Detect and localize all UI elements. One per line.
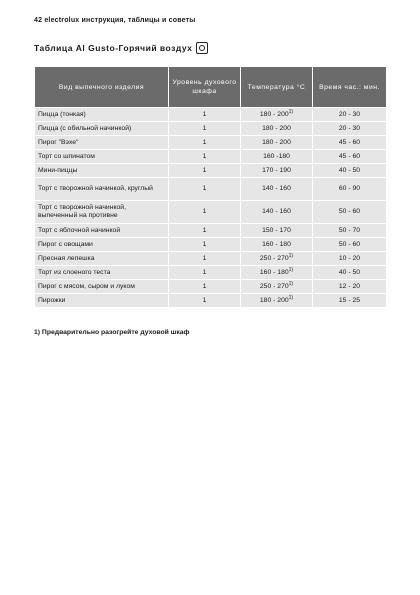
cell-temperature-text: 180 - 200 [262, 138, 291, 146]
cell-level [169, 136, 241, 150]
cell-level [169, 150, 241, 164]
cell-time [313, 252, 387, 266]
cell-product-text: Торт из слоеного теста [38, 268, 111, 276]
cell-time-text: 50 - 60 [338, 208, 361, 215]
cell-product [35, 164, 169, 178]
cell-level-text: 1 [202, 110, 207, 118]
cell-temperature [241, 150, 313, 164]
table-row [35, 252, 387, 266]
cell-level [169, 294, 241, 308]
table-row [35, 201, 387, 224]
table-row [35, 280, 387, 294]
cell-time-text: 20 - 30 [338, 124, 361, 132]
footnote: 1) Предварительно разогрейте духовой шкаф [34, 329, 190, 336]
col-header-product: Вид выпечного изделия [35, 67, 169, 108]
cell-product [35, 294, 169, 308]
cell-product-text: Пицца (тонкая) [38, 110, 86, 118]
cell-temperature-text: 180 - 200 [259, 296, 289, 304]
cell-product-text: Торт с яблочной начинкой [38, 226, 121, 234]
baking-table [34, 66, 387, 308]
footnote-mark: 1) [288, 252, 294, 259]
cell-time [313, 150, 387, 164]
cell-product-text: Пирожки [38, 296, 66, 304]
cell-temperature [241, 136, 313, 150]
cell-temperature-text: 150 - 170 [262, 226, 291, 234]
cell-time-text: 60 - 90 [338, 185, 361, 192]
table-header-row [35, 67, 387, 108]
cell-temperature [241, 238, 313, 252]
cell-level [169, 178, 241, 201]
cell-temperature-text: 250 - 270 [259, 282, 289, 290]
footnote-mark: 1) [288, 108, 294, 115]
cell-product-text: Пирог с мясом, сыром и луком [38, 282, 135, 290]
cell-product [35, 252, 169, 266]
table-row [35, 294, 387, 308]
cell-temperature [241, 108, 313, 122]
cell-level [169, 201, 241, 224]
col-header-temperature: Температура °C [241, 67, 313, 108]
cell-temperature [241, 122, 313, 136]
table-row [35, 122, 387, 136]
cell-product [35, 201, 169, 224]
cell-product-text: Мини-пиццы [38, 166, 78, 174]
cell-level [169, 224, 241, 238]
cell-product [35, 122, 169, 136]
cell-product [35, 136, 169, 150]
cell-temperature-text: 140 - 160 [262, 185, 291, 192]
table-body [35, 108, 387, 308]
cell-time [313, 201, 387, 224]
cell-level [169, 108, 241, 122]
cell-product [35, 108, 169, 122]
cell-time [313, 238, 387, 252]
cell-temperature [241, 280, 313, 294]
footnote-mark: 1) [288, 294, 294, 301]
cell-level [169, 238, 241, 252]
table-row [35, 266, 387, 280]
table-title [34, 42, 208, 54]
cell-temperature-text: 160 - 180 [259, 268, 289, 276]
cell-time [313, 122, 387, 136]
cell-level [169, 252, 241, 266]
cell-time [313, 280, 387, 294]
cell-level [169, 122, 241, 136]
cell-level-text: 1 [202, 166, 207, 174]
cell-level-text: 1 [202, 296, 207, 304]
cell-product [35, 266, 169, 280]
cell-temperature-text: 180 - 200 [259, 110, 289, 118]
cell-product-text: Торт со шпинатом [38, 152, 95, 160]
page-header: 42 electrolux инструкция, таблицы и советы [34, 17, 196, 24]
cell-time [313, 108, 387, 122]
cell-product [35, 280, 169, 294]
col-header-level: Уровень духового шкафа [169, 67, 241, 108]
cell-time [313, 266, 387, 280]
cell-temperature-text: 170 - 190 [262, 166, 291, 174]
table-row [35, 150, 387, 164]
cell-temperature [241, 294, 313, 308]
cell-time-text: 10 - 20 [338, 254, 361, 262]
cell-time-text: 50 - 70 [338, 226, 361, 234]
table-row [35, 136, 387, 150]
cell-level-text: 1 [202, 226, 207, 234]
cell-product-text: Пицца (с обильной начинкой) [38, 124, 132, 132]
col-header-time: Время час.: мин. [313, 67, 387, 108]
cell-level-text: 1 [202, 240, 207, 248]
cell-product-text: Торт с творожной начинкой, выпеченный на противне [38, 204, 126, 219]
cell-product-text: Пресная лепешка [38, 254, 95, 262]
cell-product [35, 224, 169, 238]
fan-icon [196, 42, 208, 54]
table-row [35, 164, 387, 178]
cell-temperature [241, 178, 313, 201]
cell-level-text: 1 [202, 124, 207, 132]
cell-temperature-text: 250 - 270 [259, 254, 289, 262]
cell-temperature-text: 180 - 200 [262, 124, 291, 132]
cell-temperature-text: 160 -180 [263, 152, 290, 160]
cell-temperature [241, 164, 313, 178]
cell-level-text: 1 [202, 282, 207, 290]
cell-time [313, 294, 387, 308]
table-row [35, 178, 387, 201]
cell-product [35, 238, 169, 252]
cell-temperature [241, 201, 313, 224]
cell-level-text: 1 [202, 254, 207, 262]
cell-temperature [241, 252, 313, 266]
cell-product [35, 178, 169, 201]
cell-time-text: 15 - 25 [338, 296, 361, 304]
cell-level-text: 1 [202, 208, 207, 215]
cell-time [313, 224, 387, 238]
cell-temperature-text: 140 - 160 [262, 208, 291, 215]
cell-product [35, 150, 169, 164]
table-row [35, 238, 387, 252]
table-row [35, 108, 387, 122]
cell-time-text: 40 - 50 [338, 268, 361, 276]
cell-level [169, 266, 241, 280]
footnote-mark: 1) [288, 266, 294, 273]
footnote-mark: 1) [288, 280, 294, 287]
cell-level-text: 1 [202, 152, 207, 160]
cell-level-text: 1 [202, 268, 207, 276]
cell-time [313, 136, 387, 150]
cell-temperature [241, 266, 313, 280]
cell-product-text: Пирог с овощами [38, 240, 93, 248]
cell-time-text: 40 - 50 [338, 166, 361, 174]
cell-time-text: 45 - 60 [338, 138, 361, 146]
cell-level-text: 1 [202, 185, 207, 192]
cell-temperature [241, 224, 313, 238]
cell-product-text: Торт с творожной начинкой, круглый [38, 185, 153, 192]
cell-level-text: 1 [202, 138, 207, 146]
cell-time [313, 178, 387, 201]
cell-level [169, 164, 241, 178]
cell-time-text: 12 - 20 [338, 282, 361, 290]
cell-time-text: 45 - 60 [338, 152, 361, 160]
cell-level [169, 280, 241, 294]
cell-time [313, 164, 387, 178]
table-title-text: Таблица Al Gusto-Горячий воздух [34, 43, 193, 53]
table-row [35, 224, 387, 238]
cell-temperature-text: 160 - 180 [262, 240, 291, 248]
cell-time-text: 50 - 60 [338, 240, 361, 248]
cell-product-text: Пирог "Вэхе" [38, 138, 79, 146]
cell-time-text: 20 - 30 [338, 110, 361, 118]
